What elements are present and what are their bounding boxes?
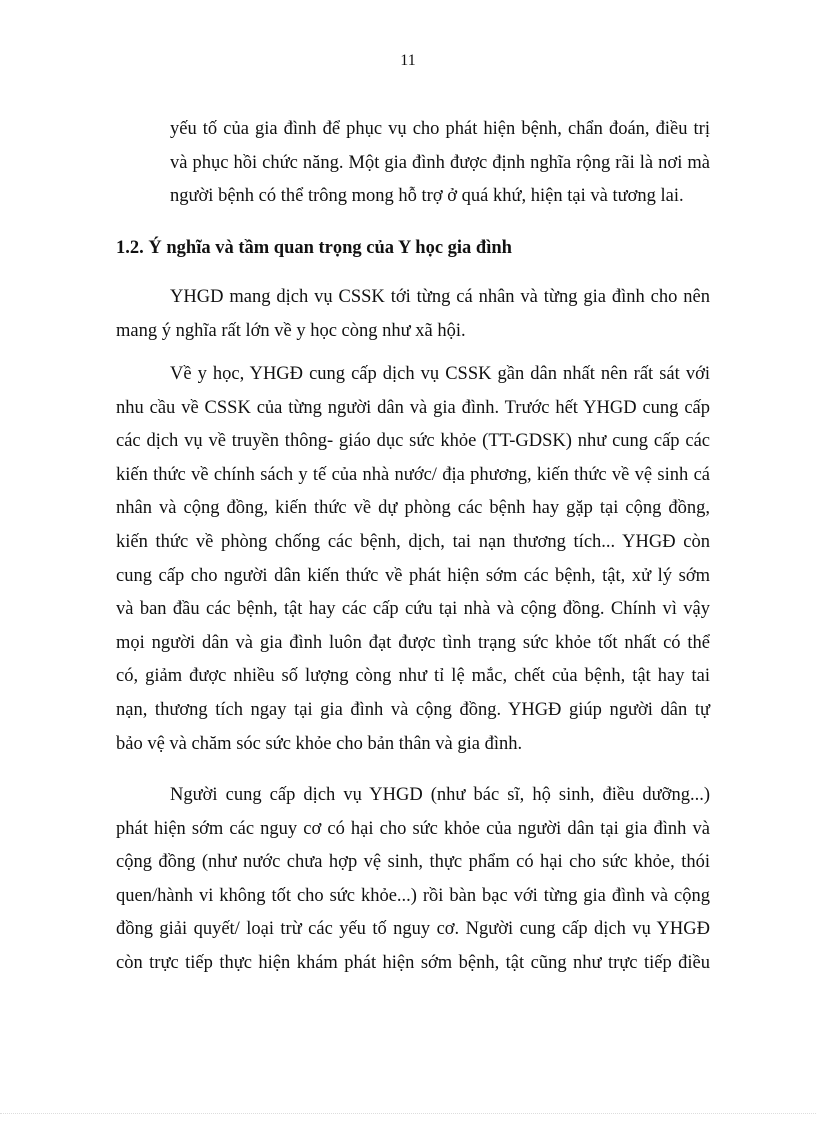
text-line: bảo vệ và chăm sóc sức khỏe cho bản thân và gia đình. [116, 733, 523, 754]
text-line: kiến thức về phòng chống các bệnh, dịch, tai nạn thương tích... YHGĐ còn [116, 531, 710, 552]
text-line: kiến thức về chính sách y tế của nhà nước/ địa phương, kiến thức về vệ sinh cá [116, 464, 710, 485]
text-line: mang ý nghĩa rất lớn về y học còng như xã hội. [116, 320, 466, 341]
text-line: và phục hồi chức năng. Một gia đình được định nghĩa rộng rãi là nơi mà [170, 152, 710, 173]
text-line: yếu tố của gia đình để phục vụ cho phát hiện bệnh, chẩn đoán, điều trị [170, 119, 710, 139]
paragraph-continuation [116, 113, 710, 214]
text-line: có, giảm được nhiều số lượng còng như tỉ lệ mắc, chết của bệnh, tật hay tai [116, 666, 710, 687]
text-line: và ban đầu các bệnh, tật hay các cấp cứu tại nhà và cộng đồng. Chính vì vậy [116, 599, 710, 620]
text-line: nhân và cộng đồng, kiến thức về dự phòng các bệnh hay gặp tại cộng đồng, [116, 498, 710, 519]
text-line: cộng đồng (như nước chưa hợp vệ sinh, thực phẩm có hại cho sức khỏe, thói [116, 852, 710, 873]
text-line: các dịch vụ về truyền thông- giáo dục sức khỏe (TT-GDSK) như cung cấp các [116, 431, 710, 452]
page-bottom-border [0, 1113, 816, 1114]
paragraph-meaning [116, 281, 710, 348]
paragraph-providers [116, 779, 710, 981]
text-line: mọi người dân và gia đình luôn đạt được tình trạng sức khỏe tốt nhất có thể [116, 632, 710, 653]
text-line: đồng giải quyết/ loại trừ các yếu tố nguy cơ. Người cung cấp dịch vụ YHGĐ [116, 919, 710, 940]
text-line: Người cung cấp dịch vụ YHGD (như bác sĩ, hộ sinh, điều dưỡng...) [170, 785, 710, 805]
text-line: người bệnh có thể trông mong hỗ trợ ở quá khứ, hiện tại và tương lai. [170, 186, 684, 207]
text-line: nhu cầu về CSSK của từng người dân và gia đình. Trước hết YHGD cung cấp [116, 397, 710, 418]
text-line: phát hiện sớm các nguy cơ có hại cho sức khỏe của người dân tại gia đình và [116, 818, 710, 839]
text-line: cung cấp cho người dân kiến thức về phát hiện sớm các bệnh, tật, xử lý sớm [116, 565, 710, 586]
text-line: Về y học, YHGĐ cung cấp dịch vụ CSSK gần dân nhất nên rất sát với [170, 364, 710, 384]
text-line: còn trực tiếp thực hiện khám phát hiện sớm bệnh, tật cũng như trực tiếp điều [116, 952, 710, 973]
paragraph-medical [116, 358, 710, 761]
text-line: quen/hành vi không tốt cho sức khỏe...) rồi bàn bạc với từng gia đình và cộng [116, 885, 710, 906]
page-number: 11 [400, 52, 416, 69]
text-line: nạn, thương tích ngay tại gia đình và cộng đồng. YHGĐ giúp người dân tự [116, 699, 710, 720]
text-line: YHGD mang dịch vụ CSSK tới từng cá nhân và từng gia đình cho nên [170, 287, 710, 307]
section-heading: 1.2. Ý nghĩa và tầm quan trọng của Y học gia đình [116, 238, 512, 258]
